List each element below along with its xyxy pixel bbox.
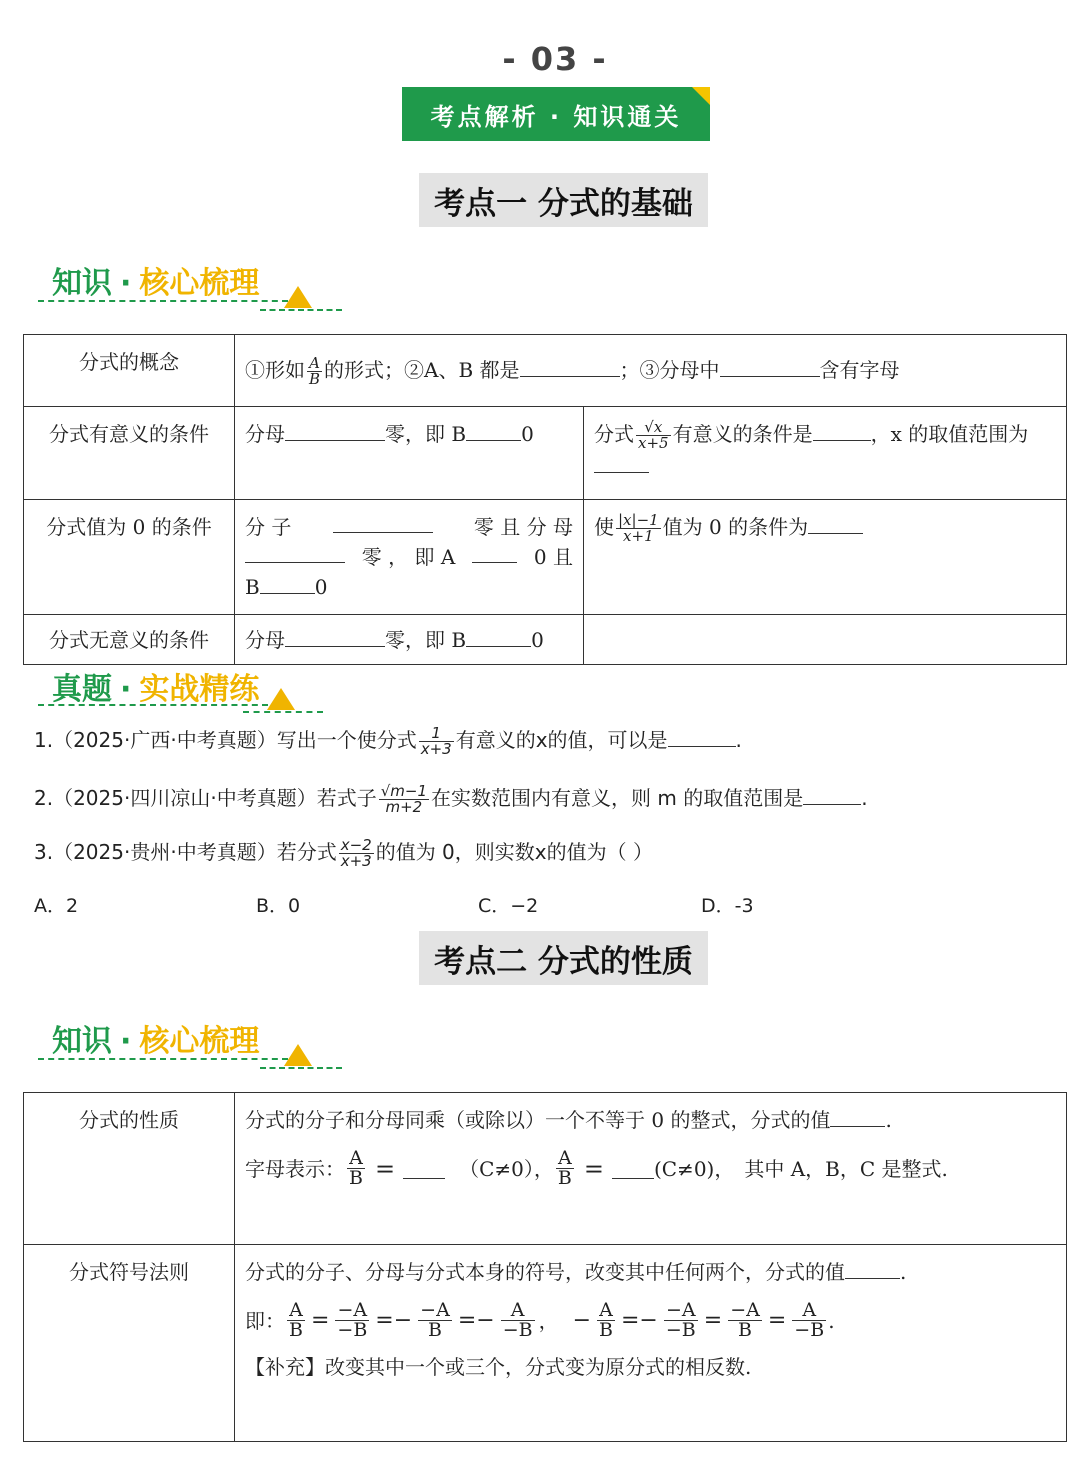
answer-blank[interactable] <box>845 1258 900 1279</box>
fraction: $\frac{|x|-1}{x+1}$ <box>618 511 659 545</box>
dashed-divider <box>38 1058 288 1060</box>
question-3: 3.（2025·贵州·中考真题）若分式 $\frac{x-2}{x+3}$ 的值为 0，则实数x的值为（ ） <box>34 836 653 870</box>
answer-blank[interactable] <box>830 1106 885 1127</box>
answer-blank[interactable] <box>668 726 736 747</box>
dashed-divider <box>260 309 342 311</box>
row-content: ①形如 $\frac{A}{B}$ 的形式；②A、B 都是 ；③分母中 含有字母 <box>235 335 1067 407</box>
answer-blank[interactable] <box>285 626 385 647</box>
option-d[interactable]: D．-3 <box>701 895 754 917</box>
sign-rule-equation: 即： $\frac{A}{B}$ = $\frac{-A}{-B}$ =− $\frac{-A}{B}$ =− $\frac{A}{-B}$ ， − $\frac{A}{B}$ =− $\frac{-A}{-B}$ = $\frac{-A}{B}$ = $\frac{A}{-B}$ . <box>245 1299 835 1341</box>
option-a[interactable]: A．2 <box>34 895 79 917</box>
dashed-divider <box>260 1067 342 1069</box>
triangle-icon <box>284 1044 312 1066</box>
answer-blank[interactable] <box>472 542 517 563</box>
option-c[interactable]: C．−2 <box>478 895 539 917</box>
fraction: $\frac{A}{B}$ <box>349 1147 363 1189</box>
row-label: 分式有意义的条件 <box>24 407 235 500</box>
fraction: $\frac{A}{B}$ <box>557 1147 572 1189</box>
row-label: 分式无意义的条件 <box>24 615 235 665</box>
table-row <box>24 1245 1067 1442</box>
answer-blank[interactable] <box>803 784 861 805</box>
triangle-icon <box>267 688 295 710</box>
sub-heading: 知识 · 核心梳理 <box>52 266 260 301</box>
row-content: 分 子 零 且 分 母 零 ， 即 A 0 且 B 0 <box>235 500 584 615</box>
answer-blank[interactable] <box>403 1158 445 1179</box>
answer-blank[interactable] <box>808 513 863 534</box>
sub-heading: 知识 · 核心梳理 <box>52 1024 260 1059</box>
section-banner <box>402 87 710 141</box>
answer-blank[interactable] <box>466 626 531 647</box>
row-content: 分母 零，即 B 0 <box>235 615 584 665</box>
fraction: $\frac{√x}{x+5}$ <box>638 418 669 452</box>
answer-blank[interactable] <box>466 420 521 441</box>
row-label: 分式值为 0 的条件 <box>24 500 235 615</box>
option-b[interactable]: B．0 <box>256 895 301 917</box>
table-row <box>24 615 1067 665</box>
answer-blank[interactable] <box>520 356 620 377</box>
concept-table <box>23 334 1067 665</box>
banner-corner-decoration <box>692 87 710 105</box>
row-example: 分式 $\frac{√x}{x+5}$ 有意义的条件是 ，x 的取值范围为 <box>584 407 1067 500</box>
row-example-empty <box>584 615 1067 665</box>
answer-blank[interactable] <box>285 420 385 441</box>
answer-blank[interactable] <box>594 452 649 473</box>
dashed-divider <box>243 711 323 713</box>
section-title: 考点二 分式的性质 <box>419 931 708 985</box>
row-label: 分式符号法则 <box>24 1245 235 1442</box>
fraction: $\frac{1}{x+3}$ <box>420 724 452 758</box>
answer-blank[interactable] <box>260 573 315 594</box>
fraction: $\frac{√m-1}{m+2}$ <box>380 782 427 816</box>
row-label: 分式的性质 <box>24 1093 235 1245</box>
answer-blank[interactable] <box>720 356 820 377</box>
row-content: 分母 零，即 B 0 <box>235 407 584 500</box>
page-number: - 03 - <box>502 40 608 78</box>
table-row <box>24 335 1067 407</box>
sub-heading: 真题 · 实战精练 <box>52 672 260 707</box>
banner-text: 考点解析 · 知识通关 <box>430 102 682 131</box>
section-title: 考点一 分式的基础 <box>419 173 708 227</box>
row-example: 使 $\frac{|x|-1}{x+1}$ 值为 0 的条件为 <box>584 500 1067 615</box>
answer-blank[interactable] <box>813 420 871 441</box>
row-content: 分式的分子和分母同乘（或除以）一个不等于 0 的整式，分式的值 . 字母表示： $\frac{A}{B}$ = （C≠0）， $\frac{A}{B}$ = (C≠0)， 其中 A，B，C 是整式. <box>235 1093 1067 1245</box>
question-2: 2.（2025·四川凉山·中考真题）若式子 $\frac{√m-1}{m+2}$ 在实数范围内有意义，则 m 的取值范围是 . <box>34 782 868 816</box>
answer-blank[interactable] <box>245 542 345 563</box>
row-content: 分式的分子、分母与分式本身的符号，改变其中任何两个，分式的值 . 即： $\frac{A}{B}$ = $\frac{-A}{-B}$ =− $\frac{-A}{B}$ =− $\frac{A}{-B}$ ， − $\frac{A}{B}$ =− $\frac{-A}{-B}$ = $\frac{-A}{B}$ = $\frac{A}{-B}$ . 【补充】改变其中一个或三个，分式变为原分式的相反数. <box>235 1245 1067 1442</box>
fraction: $\frac{x-2}{x+3}$ <box>340 836 372 870</box>
fraction: $\frac{A}{B}$ <box>309 353 321 388</box>
question-1: 1.（2025·广西·中考真题）写出一个使分式 $\frac{1}{x+3}$ 有意义的x的值，可以是 . <box>34 724 742 758</box>
answer-blank[interactable] <box>333 512 433 533</box>
table-row <box>24 500 1067 615</box>
property-table <box>23 1092 1067 1442</box>
triangle-icon <box>284 286 312 308</box>
answer-blank[interactable] <box>612 1158 654 1179</box>
dashed-divider <box>38 300 288 302</box>
row-label: 分式的概念 <box>24 335 235 407</box>
dashed-divider <box>38 704 268 706</box>
supplement-note: 【补充】改变其中一个或三个，分式变为原分式的相反数. <box>245 1355 752 1379</box>
table-row <box>24 1093 1067 1245</box>
table-row <box>24 407 1067 500</box>
